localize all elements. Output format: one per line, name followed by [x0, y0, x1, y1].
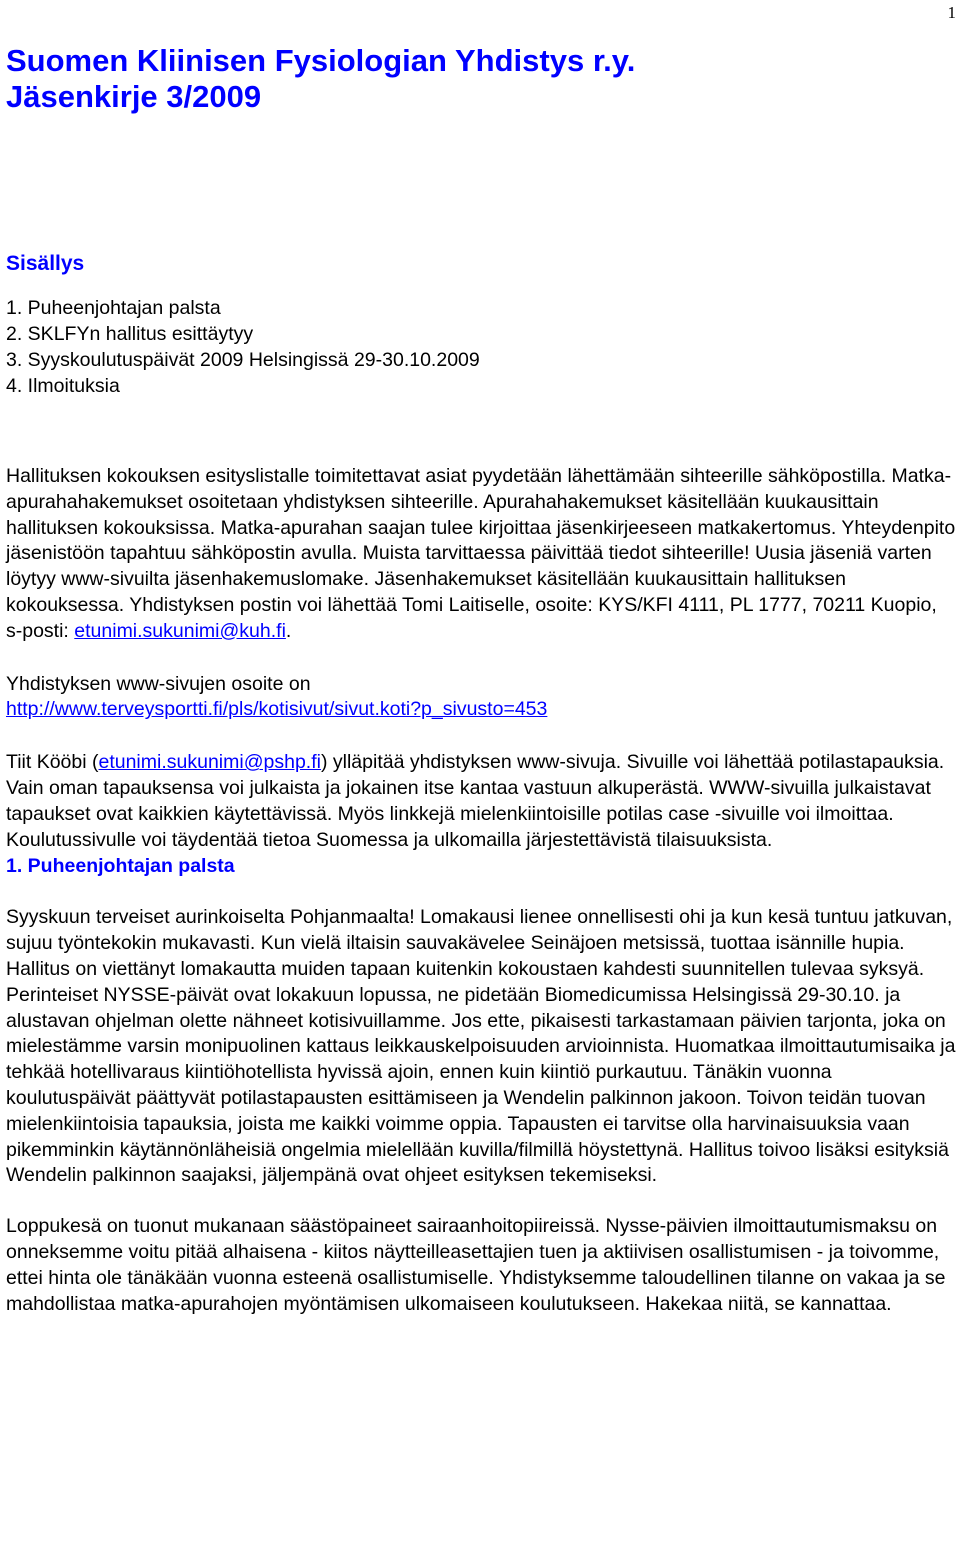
document-body — [6, 43, 956, 1317]
website-url-link[interactable]: http://www.terveysportti.fi/pls/kotisivut/sivut.koti?p_sivusto=453 — [6, 698, 548, 721]
toc-item: 2. SKLFYn hallitus esittäytyy — [6, 323, 254, 345]
website-label: Yhdistyksen www-sivujen osoite on — [6, 672, 311, 695]
table-of-contents — [6, 295, 956, 399]
page-number: 1 — [947, 3, 956, 22]
toc-item: 4. Ilmoituksia — [6, 375, 120, 397]
title-line-1: Suomen Kliinisen Fysiologian Yhdistys r.y. — [6, 43, 636, 78]
toc-item: 1. Puheenjohtajan palsta — [6, 297, 221, 319]
intro-paragraph — [6, 464, 956, 645]
maintainer-email-link[interactable]: etunimi.sukunimi@pshp.fi — [98, 751, 321, 774]
chairman-paragraph-1: Syyskuun terveiset aurinkoiselta Pohjanmaalta! Lomakausi lienee onnellisesti ohi ja kun kesä tuntuu jatkuvan, sujuu työntekokin mukavasti. Kun vielä iltaisin sauvakävelee Seinäjoen metsissä, tuottaa isännille hupia. Hallitus on viettänyt lomakautta muiden tapaan kuitenkin kokoustaen kahdesti suunnitellen tulevaa syksyä. Perinteiset NYSSE-päivät ovat lokakuun lopussa, ne pidetään Biomedicumissa Helsingissä 29-30.10. ja alustavan ohjelman olette nähneet kotisivuillamme. Jos ette, pikaisesti tarkastamaan päivien tarjonta, joka on mielestämme varsin monipuolinen kattaus leikkauskelpoisuuden arvioinnista. Huomatkaa ilmoittautumisaika ja tehkää hotellivaraus kiintiöhotellista hyvissä ajoin, ennen kuin kiintiö purkautuu. Tänäkin vuonna koulutuspäivät päättyvät potilastapausten esittämiseen ja Wendelin palkinnon jakoon. Toivon teidän tuovan mielenkiintoisia tapauksia, joista me kaikki voimme oppia. Tapausten ei tarvitse olla harvinaisuuksia vaan pikemminkin käytännönläheisiä ongelmia mielellään kuvilla/filmillä höystettynä. Hallitus toivoo lisäksi esityksiä Wendelin palkinnon saajaksi, jäljempänä ovat ohjeet esityksen tekemiseksi. — [6, 906, 956, 1187]
document-title — [6, 43, 956, 115]
website-paragraph — [6, 672, 956, 724]
toc-heading: Sisällys — [6, 252, 85, 275]
maintainer-paragraph — [6, 750, 956, 853]
title-line-2: Jäsenkirje 3/2009 — [6, 79, 262, 114]
toc-item: 3. Syyskoulutuspäivät 2009 Helsingissä 29-30.10.2009 — [6, 349, 480, 371]
intro-text: Hallituksen kokouksen esityslistalle toimitettavat asiat pyydetään lähettämään sihteerille sähköpostilla. Matka-apurahahakemukset osoitetaan yhdistyksen sihteerille. Apurahahakemukset käsitellään kuukausittain hallituksen kokouksissa. Matka-apurahan saajan tulee kirjoittaa jäsenkirjeeseen matkakertomus. Yhteydenpito jäsenistöön tapahtuu sähköpostin avulla. Muista tarvittaessa päivittää tiedot sihteerille! Uusia jäseniä varten löytyy www-sivuilta jäsenhakemuslomake. Jäsenhakemukset käsitellään kuukausittain hallituksen kokouksessa. Yhdistyksen postin voi lähettää Tomi Laitiselle, osoite: KYS/KFI 4111, PL 1777, 70211 Kuopio, s-posti: — [6, 465, 956, 642]
intro-text-end: . — [285, 619, 292, 642]
secretary-email-link[interactable]: etunimi.sukunimi@kuh.fi — [74, 619, 286, 642]
section-heading-chairman: 1. Puheenjohtajan palsta — [6, 855, 235, 878]
chairman-paragraph-2: Loppukesä on tuonut mukanaan säästöpaineet sairaanhoitopiireissä. Nysse-päivien ilmoittautumismaksu on onneksemme voitu pitää alhaisena - kiitos näytteilleasettajien tuen ja aktiivisen osallistumisen - ja toivomme, ettei hinta ole tänäkään vuonna esteenä osallistumiselle. Yhdistyksemme taloudellinen tilanne on vakaa ja se mahdollistaa matka-apurahojen myöntämisen ulkomaiseen koulutukseen. Hakekaa niitä, se kannattaa. — [6, 1215, 946, 1315]
maintainer-text: Tiit Kööbi ( — [6, 751, 99, 774]
maintainer-text-rest: ) ylläpitää yhdistyksen www-sivuja. Sivuille voi lähettää potilastapauksia. Vain oman tapauksensa voi julkaista ja jokainen itse kantaa vastuun alkuperästä. WWW-sivuilla julkaistavat tapaukset ovat kaikkien käytettävissä. Myös linkkejä mielenkiintoisille potilas case -sivuille voi ilmoittaa. Koulutussivulle voi täydentää tietoa Suomessa ja ulkomailla järjestettävistä tilaisuuksista. — [6, 751, 945, 851]
